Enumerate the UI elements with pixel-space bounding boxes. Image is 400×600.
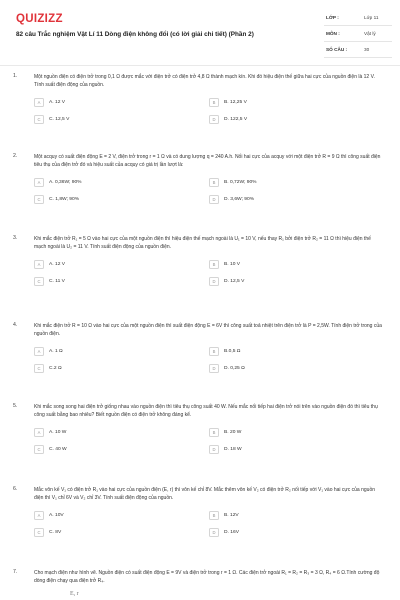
- question-item: [0, 235, 400, 322]
- answer-options: [34, 95, 384, 127]
- answer-option-b[interactable]: [209, 175, 384, 190]
- option-text: D. 3,6W; 90%: [224, 197, 255, 202]
- option-letter-badge: D: [209, 445, 219, 454]
- document-title: 82 câu Trắc nghiệm Vật Lí 11 Dòng điện không đổi (có lời giải chi tiết) (Phần 2): [16, 31, 254, 38]
- answer-options: [34, 344, 384, 376]
- answer-option-a[interactable]: [34, 425, 209, 440]
- answer-option-a[interactable]: [34, 95, 209, 110]
- option-text: A. 10V: [49, 513, 64, 518]
- option-letter-badge: D: [209, 364, 219, 373]
- option-letter-badge: B: [209, 511, 219, 520]
- question-number: 4.: [13, 322, 18, 328]
- answer-option-c[interactable]: [34, 361, 209, 376]
- answer-option-b[interactable]: [209, 425, 384, 440]
- option-letter-badge: D: [209, 277, 219, 286]
- option-letter-badge: A: [34, 178, 44, 187]
- question-text: Cho mạch điện như hình vẽ. Nguồn điện có suất điện động E = 9V và điện trở trong r = 1 Ω. Các điện trở ngoài R₁ = R₂ = R₃ = 3 Ω, R₄ = 6 Ω.Tính cường độ dòng điện chạy qua điện trở R₄.: [34, 570, 380, 584]
- answer-options: [34, 508, 384, 540]
- option-letter-badge: B: [209, 347, 219, 356]
- question-number: 7.: [13, 569, 18, 575]
- question-number: 2.: [13, 153, 18, 159]
- meta-row-subject: [324, 26, 392, 42]
- answer-option-b[interactable]: [209, 344, 384, 359]
- option-text: A. 1 Ω: [49, 349, 63, 354]
- page-header: [0, 0, 400, 62]
- answer-option-d[interactable]: [209, 274, 384, 289]
- question-text: Khi mắc song song hai điện trở giống nhau vào nguồn điện thì tiêu thụ công suất 40 W. Nếu mắc nối tiếp hai điện trở nói trên vào nguồn điện đó thì tiêu thụ công suất bằng bao nhiêu? Biết nguồn điện có điện trở không đáng kể.: [34, 404, 378, 418]
- option-text: B. 0,72W; 90%: [224, 180, 257, 185]
- option-letter-badge: D: [209, 195, 219, 204]
- meta-value: Vật lý: [364, 31, 376, 36]
- header-divider: [0, 65, 400, 66]
- option-text: C. 11 V: [49, 279, 65, 284]
- option-text: D. 12,5 V: [224, 279, 245, 284]
- option-letter-badge: B: [209, 260, 219, 269]
- answer-options: [34, 257, 384, 289]
- question-item: [0, 403, 400, 486]
- meta-row-class: [324, 10, 392, 26]
- option-text: B. 20 W: [224, 430, 242, 435]
- answer-option-c[interactable]: [34, 192, 209, 207]
- meta-row-count: [324, 42, 392, 58]
- question-text: Một nguồn điện có điện trở trong 0,1 Ω được mắc với điện trở có điện trở 4,8 Ω thành mạch kín. Khi đó hiệu điện thế giữa hai cực của nguồn điện là 12 V. Tính suất điện động của nguồn.: [34, 74, 375, 88]
- answer-option-d[interactable]: [209, 192, 384, 207]
- option-letter-badge: C: [34, 195, 44, 204]
- meta-value: 30: [364, 47, 370, 52]
- option-letter-badge: A: [34, 98, 44, 107]
- option-text: D. 0,25 Ω: [224, 366, 245, 371]
- question-item: [0, 153, 400, 235]
- question-number: 5.: [13, 403, 18, 409]
- question-text: Khi mắc điện trở R = 10 Ω vào hai cực của một nguồn điện thì suất điện động E = 6V thì công suất toả nhiệt trên điện trở là P = 2,5W. Tính điện trở trong của nguồn điện.: [34, 323, 382, 337]
- answer-option-b[interactable]: [209, 508, 384, 523]
- question-list: [0, 73, 400, 600]
- answer-options: [34, 175, 384, 207]
- option-text: A. 12 V: [49, 262, 66, 267]
- option-text: A. 10 W: [49, 430, 67, 435]
- option-text: D. 18 W: [224, 447, 242, 452]
- answer-option-b[interactable]: [209, 257, 384, 272]
- option-letter-badge: C: [34, 277, 44, 286]
- answer-option-c[interactable]: [34, 274, 209, 289]
- answer-option-a[interactable]: [34, 257, 209, 272]
- option-letter-badge: D: [209, 115, 219, 124]
- question-item: [0, 486, 400, 569]
- option-letter-badge: B: [209, 178, 219, 187]
- option-text: C. 8V: [49, 530, 62, 535]
- question-number: 3.: [13, 235, 18, 241]
- meta-box: [324, 10, 392, 58]
- question-item: [0, 569, 400, 600]
- option-text: B. 12V: [224, 513, 239, 518]
- answer-option-a[interactable]: [34, 344, 209, 359]
- meta-label: SỐ CÂU :: [326, 47, 348, 52]
- answer-option-d[interactable]: [209, 525, 384, 540]
- answer-option-b[interactable]: [209, 95, 384, 110]
- answer-options: [34, 425, 384, 457]
- question-number: 6.: [13, 486, 18, 492]
- option-text: B.0,5 Ω: [224, 349, 241, 354]
- answer-option-a[interactable]: [34, 175, 209, 190]
- option-text: C. 1,8W; 90%: [49, 197, 80, 202]
- answer-option-a[interactable]: [34, 508, 209, 523]
- option-text: B. 10 V: [224, 262, 241, 267]
- option-letter-badge: B: [209, 98, 219, 107]
- option-text: B. 12,25 V: [224, 100, 247, 105]
- option-text: C. 40 W: [49, 447, 67, 452]
- option-letter-badge: A: [34, 347, 44, 356]
- option-letter-badge: D: [209, 528, 219, 537]
- answer-option-d[interactable]: [209, 361, 384, 376]
- meta-value: Lớp 11: [364, 15, 379, 20]
- option-letter-badge: A: [34, 428, 44, 437]
- answer-option-c[interactable]: [34, 525, 209, 540]
- answer-option-d[interactable]: [209, 112, 384, 127]
- option-letter-badge: C: [34, 445, 44, 454]
- option-text: C.2 Ω: [49, 366, 62, 371]
- option-letter-badge: C: [34, 115, 44, 124]
- question-text: Mắc vôn kế V₁ có điện trở R₁ vào hai cực của nguồn điện (E, r) thì vôn kế chỉ 8V. Mắc thêm vôn kế V₂ có điện trở R₂ nối tiếp với V₁ vào hai cực của nguồn điện thì V₁ chỉ 6V và V₂ chỉ 3V. Tính suất điện động của nguồn.: [34, 487, 376, 501]
- answer-option-c[interactable]: [34, 442, 209, 457]
- answer-option-d[interactable]: [209, 442, 384, 457]
- option-text: C. 12,5 V: [49, 117, 70, 122]
- option-text: D. 16V: [224, 530, 239, 535]
- question-number: 1.: [13, 73, 18, 79]
- option-letter-badge: C: [34, 528, 44, 537]
- answer-option-c[interactable]: [34, 112, 209, 127]
- question-text: Một acquy có suất điện động E = 2 V, điện trở trong r = 1 Ω và có dung lượng q = 240 A.h. Nối hai cực của acquy với một điện trở R = 9 Ω thì công suất điện tiêu thụ của điện trở đó và hiệu suất của acquy có giá trị lần lượt là:: [34, 154, 381, 168]
- question-text: Khi mắc điện trở R₁ = 5 Ω vào hai cực của một nguồn điện thì hiệu điện thế mạch ngoài là U₁ = 10 V, nếu thay R₁ bởi điện trở R₂ = 11 Ω thì hiệu điện thế mạch ngoài là U₂ = 11 V. Tính suất điện động của nguồn điện.: [34, 236, 371, 250]
- option-text: A. 0,36W; 90%: [49, 180, 82, 185]
- meta-label: LỚP :: [326, 15, 339, 20]
- question-item: [0, 73, 400, 153]
- meta-label: MÔN :: [326, 31, 340, 36]
- circuit-figure-label: E, r: [70, 591, 79, 597]
- question-item: [0, 322, 400, 403]
- option-letter-badge: A: [34, 260, 44, 269]
- option-text: A. 12 V: [49, 100, 66, 105]
- option-text: D. 122,5 V: [224, 117, 248, 122]
- option-letter-badge: C: [34, 364, 44, 373]
- option-letter-badge: B: [209, 428, 219, 437]
- option-letter-badge: A: [34, 511, 44, 520]
- quizizz-logo: QUIZIZZ: [16, 13, 63, 25]
